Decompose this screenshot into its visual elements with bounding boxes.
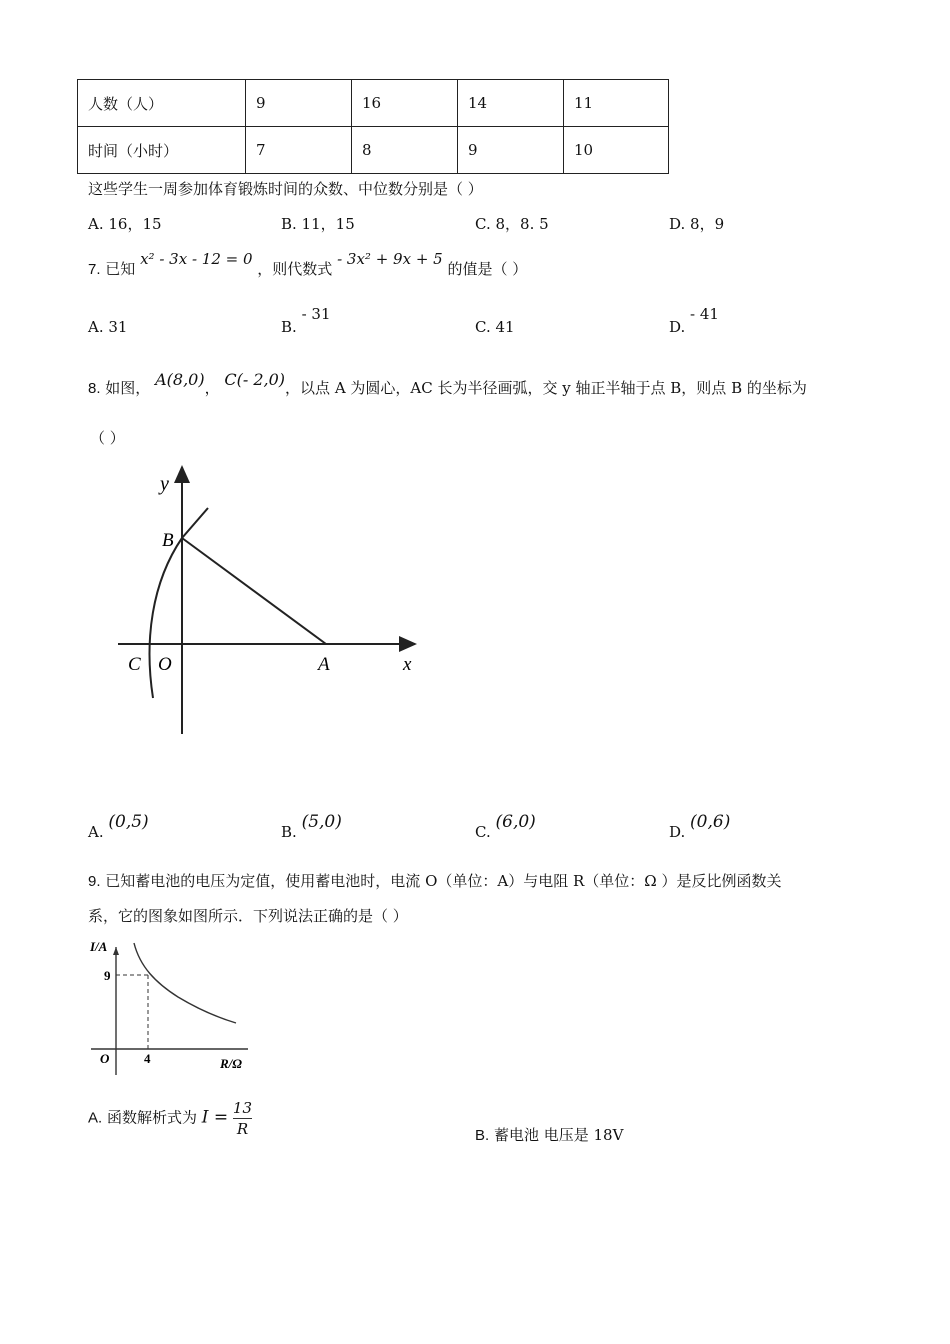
q8-option-d: D. (0,6) xyxy=(669,812,731,841)
label-ia: I/A xyxy=(90,939,108,954)
q7-option-b: B. - 31 xyxy=(281,305,331,336)
table-cell: 11 xyxy=(564,80,669,127)
table-cell: 14 xyxy=(458,80,564,127)
curve xyxy=(134,943,236,1023)
question-number: 7. xyxy=(88,261,101,278)
label-c: C xyxy=(128,654,141,675)
label-b: B xyxy=(162,530,174,551)
point-a: A(8,0) xyxy=(155,370,205,389)
segment-ab xyxy=(182,538,326,644)
q9-graph xyxy=(86,935,256,1080)
label-a: A xyxy=(318,654,330,675)
q8-stem: 8. 如图， A(8,0)， C(- 2,0)，以点 A 为圆心，AC 长为半径画弧，交 y 轴正半轴于点 B，则点 B 的坐标为 xyxy=(88,370,807,397)
q8-option-b: B. (5,0) xyxy=(281,812,342,841)
data-table xyxy=(77,79,669,174)
table-cell: 7 xyxy=(246,127,352,174)
q8-option-c: C. (6,0) xyxy=(475,812,536,841)
label-x: x xyxy=(403,654,412,675)
q7-option-c: C. 41 xyxy=(475,318,515,336)
table-cell: 人数（人） xyxy=(78,80,246,127)
table-cell: 10 xyxy=(564,127,669,174)
table-row xyxy=(78,80,669,127)
q9-stem-line1: 9. 已知蓄电池的电压为定值，使用蓄电池时，电流 O（单位：A）与电阻 R（单位：Ω ）是反比例函数关 xyxy=(88,872,782,890)
q9-option-a: A. 函数解析式为 I = $\frac{13}{R}$ xyxy=(88,1099,253,1138)
label-o: O xyxy=(158,654,172,675)
expression: - 3x² + 9x + 5 xyxy=(337,250,443,268)
q6-stem: 这些学生一周参加体育锻炼时间的众数、中位数分别是（ ） xyxy=(88,180,483,198)
q6-option-d: D. 8，9 xyxy=(669,215,725,233)
question-number: 9. xyxy=(88,873,101,890)
table-cell: 9 xyxy=(246,80,352,127)
q8-figure xyxy=(110,462,430,742)
fraction: $\frac{13}{R}$ xyxy=(232,1099,253,1138)
q9-stem-line2: 系，它的图象如图所示．下列说法正确的是（ ） xyxy=(88,907,408,925)
label-o: O xyxy=(100,1051,110,1066)
q8-option-a: A. (0,5) xyxy=(88,812,149,841)
question-number: 8. xyxy=(88,380,101,397)
table-cell: 时间（小时） xyxy=(78,127,246,174)
q7-stem: 7. 已知 x² - 3x - 12 = 0 ，则代数式 - 3x² + 9x + 5 的值是（ ） xyxy=(88,250,528,278)
label-4: 4 xyxy=(144,1051,151,1066)
q9-option-b: B. 蓄电池 电压是 18V xyxy=(475,1126,624,1144)
label-9: 9 xyxy=(104,968,111,983)
q6-option-c: C. 8，8. 5 xyxy=(475,215,549,233)
q6-option-b: B. 11，15 xyxy=(281,215,355,233)
table-cell: 16 xyxy=(352,80,458,127)
table-row xyxy=(78,127,669,174)
label-r: R/Ω xyxy=(220,1056,242,1071)
q6-option-a: A. 16，15 xyxy=(88,215,162,233)
label-y: y xyxy=(160,473,169,495)
point-c: C(- 2,0) xyxy=(224,370,286,389)
table-cell: 8 xyxy=(352,127,458,174)
q8-paren: （ ） xyxy=(90,429,125,447)
q7-option-d: D. - 41 xyxy=(669,305,719,336)
table-cell: 9 xyxy=(458,127,564,174)
equation: x² - 3x - 12 = 0 xyxy=(140,250,253,268)
q7-option-a: A. 31 xyxy=(88,318,128,336)
